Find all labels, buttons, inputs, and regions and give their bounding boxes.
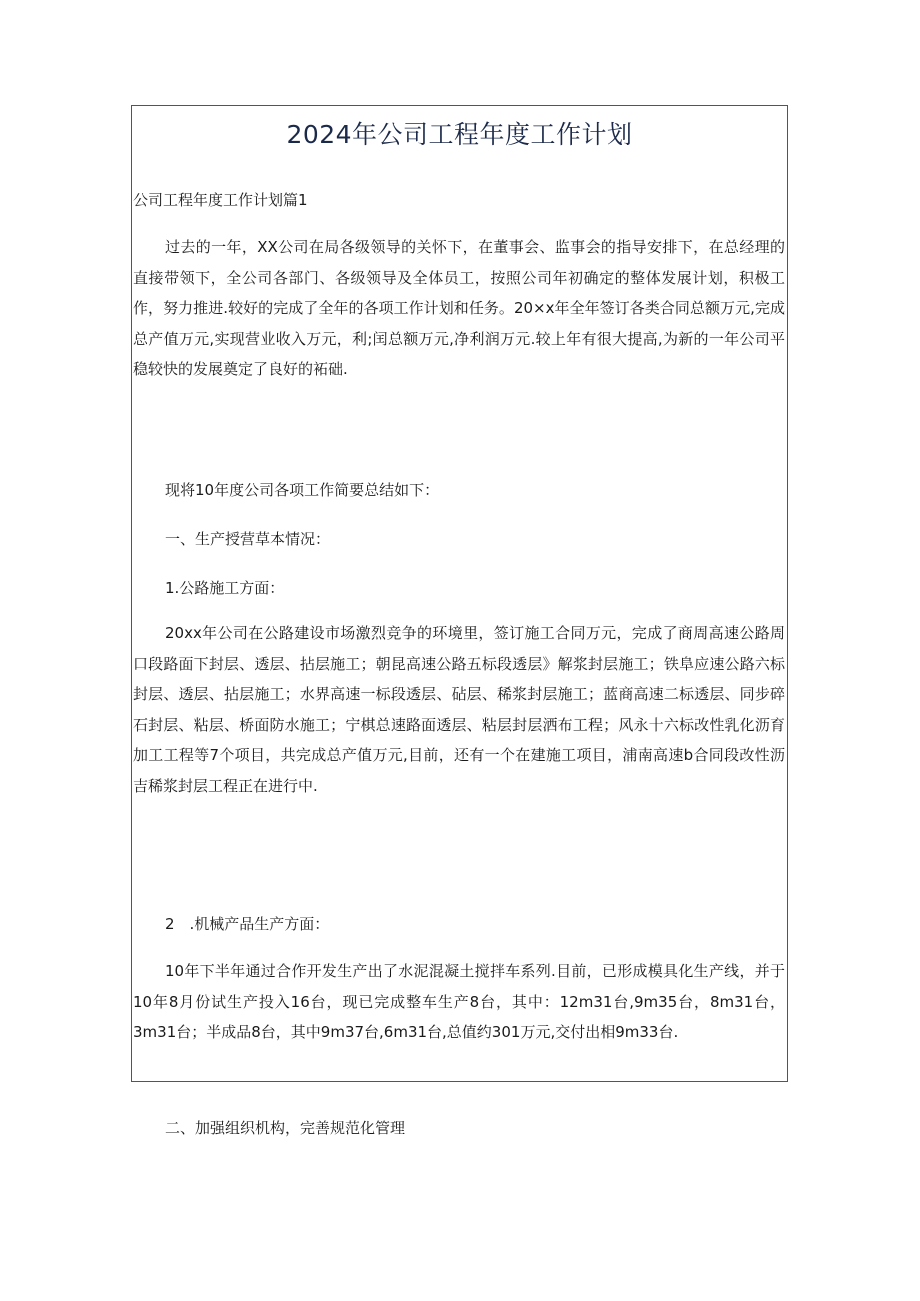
document-subtitle: 公司工程年度工作计划篇1 [133,191,308,209]
subsection-heading-1: 1.公路施工方面： [165,579,285,597]
subsection-body-1: 20xx年公司在公路建设市场激烈竞争的环境里，签订施工合同万元，完成了商周高速公路周口段路面下封层、透层、拈层施工；朝昆高速公路五标段透层》解浆封层施工；铁阜应速公路六标封层、透层、拈层施工；水界高速一标段透层、砧层、稀浆封层施工；蓝商高速二标透层、同步碎石封层、粘层、桥面防水施工；宁棋总速路面透层、粘层封层洒布工程；风永十六标改性乳化沥育加工工程等7个项目，共完成总产值万元,目前，还有一个在建施工项目，浦南高速b合同段改性沥吉稀浆封层工程正在进行中. [133,624,785,795]
subsection-body-2: 10年下半年通过合作开发生产出了水泥混凝土搅拌车系列.目前，已形成模具化生产线，并于10年8月份试生产投入16台，现已完成整车生产8台，其中：12m31台,9m35台，8m31台，3m31台；半成品8台，其中9m37台,6m31台,总值约301万元,交付出相9m33台. [133,962,785,1042]
document-title: 2024年公司工程年度工作计划 [286,120,633,149]
section-heading-1: 一、生产授营草本情况： [165,530,331,548]
intro-paragraph: 过去的一年，XX公司在局各级领导的关怀下，在董事会、监事会的指导安排下，在总经理的直接带领下，全公司各部门、各级领导及全体员工，按照公司年初确定的整体发展计划，积极工作，努力推进.较好的完成了全年的各项工作计划和任务。20×x年全年签订各类合同总额万元,完成总产值万元,实现营业收入万元，利;闰总额万元,净利润万元.较上年有很大提高,为新的一年公司平稳较快的发展奠定了良好的袥础. [133,238,785,379]
summary-intro: 现将10年度公司各项工作简要总结如下： [165,481,440,499]
section-heading-2: 二、加强组织机构，完善规范化管理 [165,1119,406,1137]
subsection-heading-2: 2 .机械产品生产方面： [165,915,330,933]
